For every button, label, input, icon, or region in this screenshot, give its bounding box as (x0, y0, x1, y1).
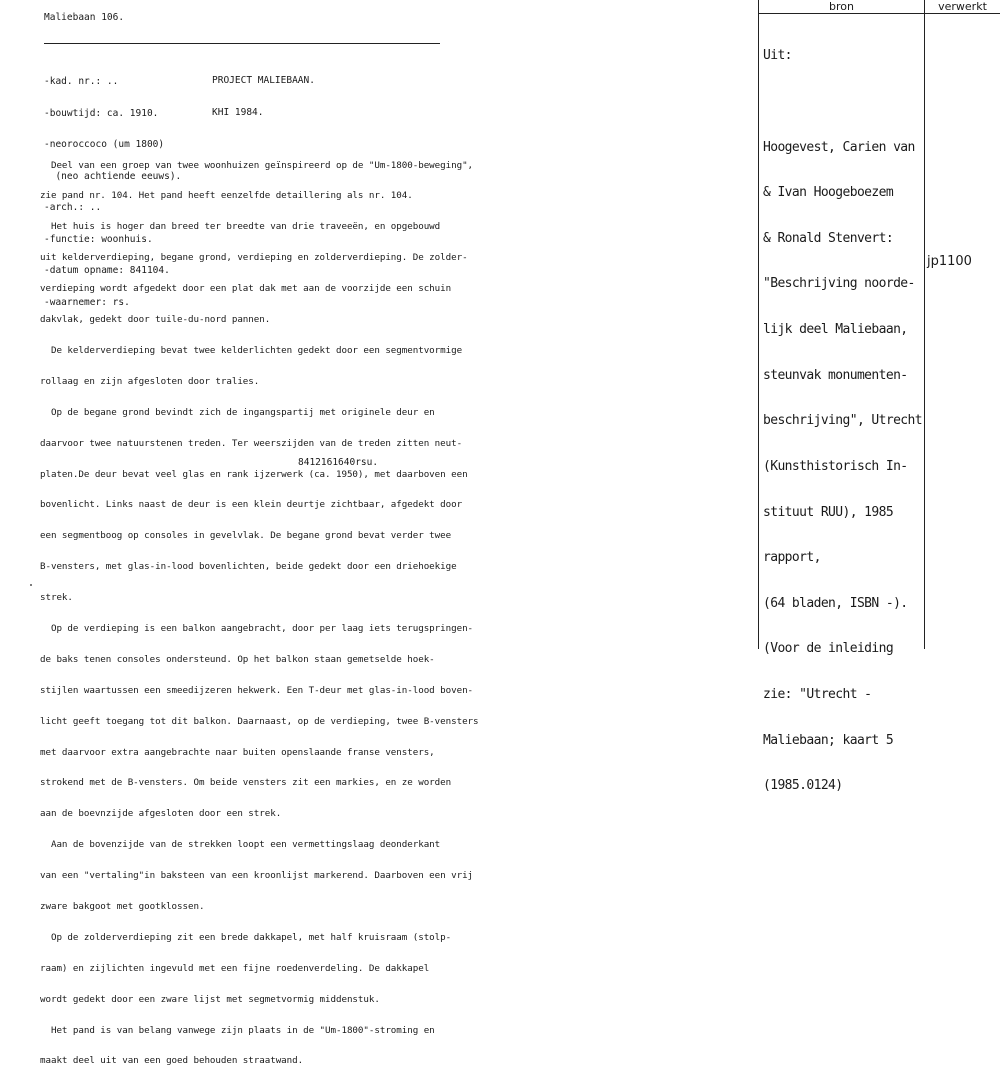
scan-speck (30, 584, 32, 586)
document-reference: Maliebaan 106. (44, 12, 125, 23)
citation-line: (1985.0124) (763, 778, 843, 794)
body-line: dakvlak, gedekt door tuile-du-nord pannen. (40, 314, 271, 326)
header-rule (44, 43, 440, 44)
body-line: daarvoor twee natuurstenen treden. Ter weerszijden van de treden zitten neut- (40, 437, 463, 449)
body-line: de baks tenen consoles ondersteund. Op het balkon staan gemetselde hoek- (40, 653, 435, 665)
body-line: strokend met de B-vensters. Om beide vensters zit een markies, en ze worden (40, 777, 452, 789)
body-line: aan de boevnzijde afgesloten door een strek. (40, 808, 282, 820)
body-line: wordt gedekt door een zware lijst met segmetvormig middenstuk. (40, 993, 380, 1005)
citation-line: & Ronald Stenvert: (763, 230, 894, 246)
project-block (212, 55, 315, 139)
meta-line: -functie: woonhuis. (44, 233, 153, 245)
body-line: van een "vertaling"in baksteen van een kroonlijst markerend. Daarboven een vrij (40, 870, 474, 882)
citation-line: stituut RUU), 1985 (763, 504, 894, 520)
citation-line: (64 bladen, ISBN -). (763, 595, 908, 611)
body-line: zie pand nr. 104. Het pand heeft eenzelfde detaillering als nr. 104. (40, 190, 413, 202)
body-line: Op de verdieping is een balkon aangebracht, door per laag iets terugspringen- (40, 622, 474, 634)
citation-line: beschrijving", Utrecht (763, 413, 922, 429)
citation-line: "Beschrijving noorde- (763, 276, 915, 292)
column-divider-left (758, 0, 759, 649)
column-header-verwerkt: verwerkt (938, 0, 987, 13)
body-line: bovenlicht. Links naast de deur is een klein deurtje zichtbaar, afgedekt door (40, 499, 463, 511)
meta-line: -neoroccoco (um 1800) (44, 139, 165, 150)
citation-line (763, 94, 922, 109)
description-body (40, 140, 479, 1087)
body-line: zware bakgoot met gootklossen. (40, 900, 205, 912)
project-line: PROJECT MALIEBAAN. (212, 75, 315, 86)
body-line: Het huis is hoger dan breed ter breedte van drie traveeën, en opgebouwd (40, 221, 441, 233)
verwerkt-code: jp1100 (927, 254, 972, 269)
body-line: raam) en zijlichten ingevuld met een fijne roedenverdeling. De dakkapel (40, 962, 430, 974)
citation-line: rapport, (763, 550, 821, 566)
document-number: 8412161640rsu. (298, 457, 379, 468)
citation-line: (Kunsthistorisch In- (763, 458, 908, 474)
column-header-bron: bron (829, 0, 854, 13)
body-line: De kelderverdieping bevat twee kelderlichten gedekt door een segmentvormige (40, 344, 463, 356)
body-line: Deel van een groep van twee woonhuizen geïnspireerd op de "Um-1800-beweging", (40, 159, 474, 171)
citation-line: lijk deel Maliebaan, (763, 322, 908, 338)
citation-line: Uit: (763, 48, 792, 64)
body-line: stijlen waartussen een smeedijzeren hekwerk. Een T-deur met glas-in-lood boven- (40, 684, 474, 696)
body-line: verdieping wordt afgedekt door een plat dak met aan de voorzijde een schuin (40, 283, 452, 295)
meta-line: -datum opname: 841104. (44, 265, 170, 276)
body-line: B-vensters, met glas-in-lood bovenlichten, beide gedekt door een driehoekige (40, 561, 457, 573)
body-line: Aan de bovenzijde van de strekken loopt een vermettingslaag deonderkant (40, 839, 441, 851)
body-line: strek. (40, 592, 73, 604)
body-line: rollaag en zijn afgesloten door tralies. (40, 375, 260, 387)
body-line: uit kelderverdieping, begane grond, verdieping en zolderverdieping. De zolder- (40, 252, 468, 264)
meta-line: -kad. nr.: .. (44, 76, 119, 87)
body-line: Op de zolderverdieping zit een brede dakkapel, met half kruisraam (stolp- (40, 931, 452, 943)
body-line: Op de begane grond bevindt zich de ingangspartij met originele deur en (40, 406, 435, 418)
citation-line: zie: "Utrecht - (763, 686, 872, 702)
meta-line: -arch.: .. (44, 202, 102, 213)
source-citation (763, 18, 922, 809)
body-line: met daarvoor extra aangebrachte naar buiten openslaande franse vensters, (40, 746, 435, 758)
citation-line: & Ivan Hoogeboezem (763, 185, 894, 201)
citation-line: Hoogevest, Carien van (763, 139, 915, 155)
header-divider (758, 13, 1000, 14)
body-line: platen.De deur bevat veel glas en rank ijzerwerk (ca. 1950), met daarboven een (40, 468, 468, 480)
project-line: KHI 1984. (212, 106, 264, 118)
body-line: een segmentboog op consoles in gevelvlak. De begane grond bevat verder twee (40, 530, 452, 542)
body-line: maakt deel uit van een goed behouden straatwand. (40, 1055, 304, 1067)
body-line: licht geeft toegang tot dit balkon. Daarnaast, op de verdieping, twee B-vensters (40, 715, 479, 727)
body-line: Het pand is van belang vanwege zijn plaats in de "Um-1800"-stroming en (40, 1024, 435, 1036)
meta-line: -waarnemer: rs. (44, 296, 130, 308)
meta-line: (neo achtiende eeuws). (44, 170, 182, 182)
citation-line: (Voor de inleiding (763, 641, 894, 657)
citation-line: Maliebaan; kaart 5 (763, 732, 894, 748)
citation-line: steunvak monumenten- (763, 367, 908, 383)
meta-line: -bouwtijd: ca. 1910. (44, 107, 159, 119)
column-divider-right (924, 0, 925, 649)
